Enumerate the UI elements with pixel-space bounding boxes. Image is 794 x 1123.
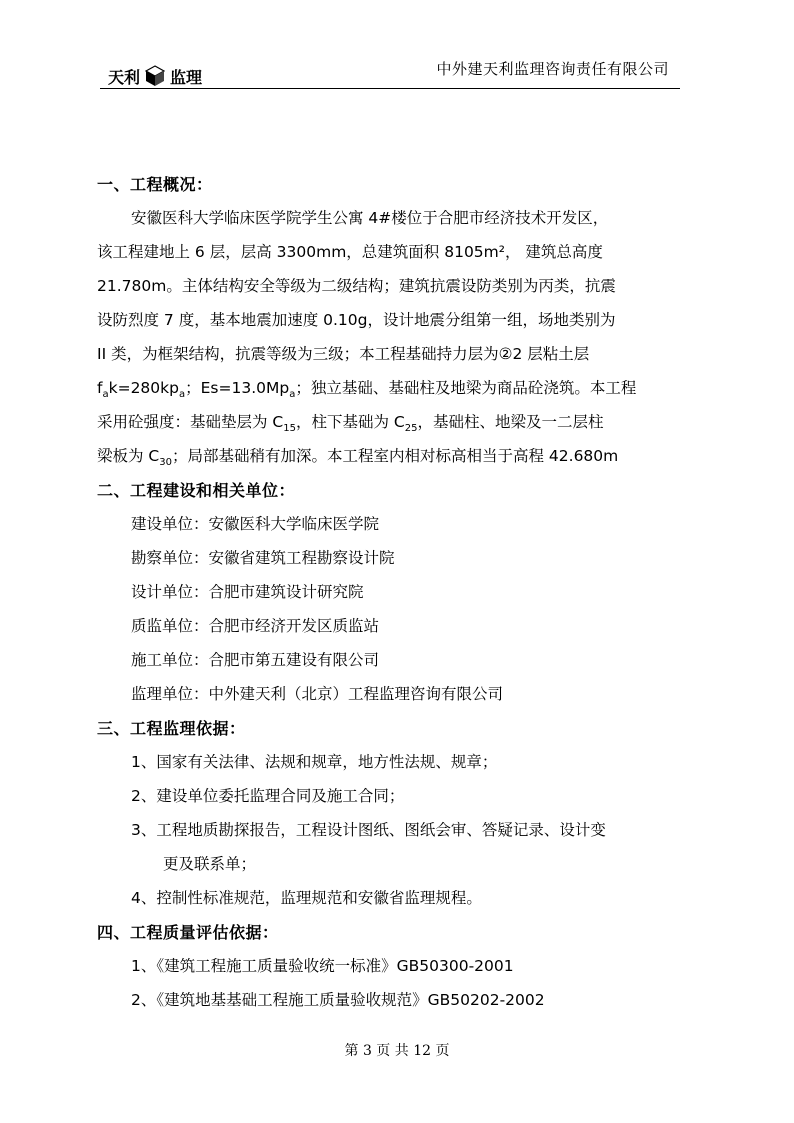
section-2-title: 二、工程建设和相关单位： bbox=[97, 481, 296, 500]
logo-text-left: 天利 bbox=[108, 67, 141, 87]
basis-item-3: 3、工程地质勘探报告，工程设计图纸、图纸会审、答疑记录、设计变 bbox=[131, 821, 606, 839]
section-4-title: 四、工程质量评估依据： bbox=[97, 923, 279, 942]
basis-item-1: 1、国家有关法律、法规和规章，地方性法规、规章； bbox=[131, 753, 498, 771]
basis-item-4: 4、控制性标准规范，监理规范和安徽省监理规程。 bbox=[131, 889, 482, 907]
unit-quality-supervision: 质监单位：合肥市经济开发区质监站 bbox=[131, 617, 380, 635]
header-company: 中外建天利监理咨询责任有限公司 bbox=[436, 60, 669, 78]
unit-survey: 勘察单位：安徽省建筑工程勘察设计院 bbox=[131, 549, 395, 567]
logo-text-right: 监理 bbox=[170, 67, 203, 87]
overview-line-1: 安徽医科大学临床医学院学生公寓 4#楼位于合肥市经济技术开发区， bbox=[131, 209, 609, 227]
overview-line-3: 21.780m。主体结构安全等级为二级结构；建筑抗震设防类别为丙类，抗震 bbox=[97, 277, 616, 295]
standard-item-1: 1、《建筑工程施工质量验收统一标准》GB50300-2001 bbox=[131, 957, 514, 975]
unit-design: 设计单位：合肥市建筑设计研究院 bbox=[131, 583, 364, 601]
overview-line-6: $f_ak=280kp_a$；$Es=13.0Mp_a$；独立基础、基础柱及地梁为商品砼浇筑。本工程 bbox=[97, 379, 637, 401]
standard-item-2: 2、《建筑地基基础工程施工质量验收规范》GB50202-2002 bbox=[131, 991, 545, 1009]
overview-line-5: II 类，为框架结构，抗震等级为三级；本工程基础持力层为②2 层粘土层 bbox=[97, 345, 590, 363]
overview-line-7: 采用砼强度：基础垫层为 $C_{15}$，柱下基础为 $C_{25}$，基础柱、地梁及一二层柱 bbox=[97, 413, 604, 435]
unit-contractor: 施工单位：合肥市第五建设有限公司 bbox=[131, 651, 380, 669]
section-3-title: 三、工程监理依据： bbox=[97, 719, 246, 738]
cube-logo-icon bbox=[145, 65, 165, 87]
basis-item-2: 2、建设单位委托监理合同及施工合同； bbox=[131, 787, 405, 805]
unit-supervisor: 监理单位：中外建天利（北京）工程监理咨询有限公司 bbox=[131, 685, 504, 703]
unit-construction: 建设单位：安徽医科大学临床医学院 bbox=[131, 515, 380, 533]
overview-line-8: 梁板为 $C_{30}$；局部基础稍有加深。本工程室内相对标高相当于高程 42.680m bbox=[97, 447, 619, 469]
overview-line-2: 该工程建地上 6 层，层高 3300mm，总建筑面积 8105m²， 建筑总高度 bbox=[97, 243, 603, 261]
basis-item-3-continued: 更及联系单； bbox=[163, 855, 257, 873]
header-divider bbox=[100, 88, 680, 89]
section-1-title: 一、工程概况： bbox=[97, 175, 213, 194]
header-logo bbox=[108, 56, 202, 96]
page-number: 第 3 页 共 12 页 bbox=[344, 1043, 450, 1059]
overview-line-4: 设防烈度 7 度，基本地震加速度 0.10g，设计地震分组第一组，场地类别为 bbox=[97, 311, 616, 329]
